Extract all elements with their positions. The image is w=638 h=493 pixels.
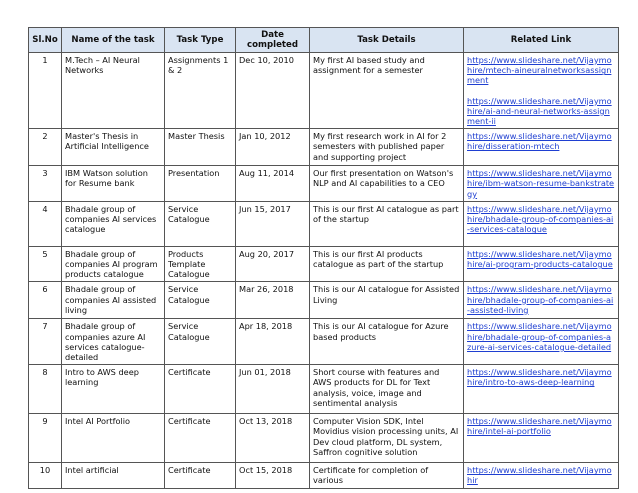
related-link[interactable]: https://www.slideshare.net/Vijaymohire/ibm-watson-resume-bankstrategy <box>467 168 615 199</box>
header-task-name: Name of the task <box>62 28 165 53</box>
cell-sl-no: 7 <box>29 319 62 365</box>
cell-date: Apr 18, 2018 <box>236 319 310 365</box>
cell-date: Jan 10, 2012 <box>236 129 310 166</box>
cell-links <box>464 365 619 414</box>
related-link[interactable]: https://www.slideshare.net/Vijaymohire/disseration-mtech <box>467 131 612 152</box>
cell-date: Oct 13, 2018 <box>236 414 310 463</box>
cell-task-type: Certificate <box>165 463 236 488</box>
cell-details: Short course with features and AWS products for DL for Text analysis, voice, image and sentimental analysis <box>310 365 464 414</box>
cell-links <box>464 129 619 166</box>
cell-task-type: Service Catalogue <box>165 282 236 319</box>
cell-task-name: Intro to AWS deep learning <box>62 365 165 414</box>
header-task-details: Task Details <box>310 28 464 53</box>
cell-sl-no: 4 <box>29 201 62 246</box>
related-link[interactable]: https://www.slideshare.net/Vijaymohire/intel-ai-portfolio <box>467 416 612 437</box>
header-date-completed: Date completed <box>236 28 310 53</box>
table-row <box>29 166 619 202</box>
cell-sl-no: 3 <box>29 166 62 202</box>
cell-sl-no: 10 <box>29 463 62 488</box>
cell-task-name: Master's Thesis in Artificial Intelligence <box>62 129 165 166</box>
header-related-link: Related Link <box>464 28 619 53</box>
cell-links <box>464 201 619 246</box>
cell-links <box>464 53 619 129</box>
cell-task-type: Service Catalogue <box>165 319 236 365</box>
related-link[interactable]: https://www.slideshare.net/Vijaymohire/mtech-aineuralnetworksassignment <box>467 55 612 86</box>
cell-date: Jun 15, 2017 <box>236 201 310 246</box>
cell-sl-no: 5 <box>29 246 62 282</box>
table-row <box>29 282 619 319</box>
cell-task-type: Certificate <box>165 414 236 463</box>
related-link[interactable]: https://www.slideshare.net/Vijaymohire/bhadale-group-of-companies-ai-assisted-living <box>467 284 614 315</box>
cell-details: Our first presentation on Watson's NLP and AI capabilities to a CEO <box>310 166 464 202</box>
tasks-table <box>28 27 619 489</box>
cell-sl-no: 8 <box>29 365 62 414</box>
header-task-type: Task Type <box>165 28 236 53</box>
related-link[interactable]: https://www.slideshare.net/Vijaymohire/intro-to-aws-deep-learning <box>467 367 612 388</box>
table-header-row <box>29 28 619 53</box>
cell-details: My first AI based study and assignment for a semester <box>310 53 464 129</box>
cell-details: My first research work in AI for 2 semesters with published paper and supporting project <box>310 129 464 166</box>
cell-task-name: Intel AI Portfolio <box>62 414 165 463</box>
cell-task-type: Service Catalogue <box>165 201 236 246</box>
header-sl-no: Sl.No <box>29 28 62 53</box>
related-link[interactable]: https://www.slideshare.net/Vijaymohire/bhadale-group-of-companies-ai-services-catalogue <box>467 203 614 235</box>
related-link[interactable]: https://www.slideshare.net/Vijaymohire/ai-and-neural-networks-assignment-ii <box>467 95 612 127</box>
cell-details: This is our AI catalogue for Azure based products <box>310 319 464 365</box>
cell-task-type: Presentation <box>165 166 236 202</box>
cell-links <box>464 319 619 365</box>
cell-date: Aug 20, 2017 <box>236 246 310 282</box>
cell-task-type: Master Thesis <box>165 129 236 166</box>
cell-task-name: M.Tech – AI Neural Networks <box>62 53 165 129</box>
cell-details: This is our AI catalogue for Assisted Living <box>310 282 464 319</box>
cell-links <box>464 463 619 488</box>
cell-task-name: Bhadale group of companies AI program products catalogue <box>62 246 165 282</box>
table-row <box>29 414 619 463</box>
table-row <box>29 129 619 166</box>
cell-task-name: Intel artificial <box>62 463 165 488</box>
cell-task-type: Assignments 1 & 2 <box>165 53 236 129</box>
table-row <box>29 246 619 282</box>
table-row <box>29 201 619 246</box>
cell-links <box>464 166 619 202</box>
cell-details: Computer Vision SDK, Intel Movidius vision processing units, AI Dev cloud platform, DL system, Saffron cognitive solution <box>310 414 464 463</box>
cell-sl-no: 2 <box>29 129 62 166</box>
cell-date: Jun 01, 2018 <box>236 365 310 414</box>
cell-task-name: Bhadale group of companies AI services catalogue <box>62 201 165 246</box>
table-row <box>29 53 619 129</box>
cell-task-name: Bhadale group of companies AI assisted living <box>62 282 165 319</box>
cell-links <box>464 414 619 463</box>
cell-task-name: IBM Watson solution for Resume bank <box>62 166 165 202</box>
cell-details: This is our first AI products catalogue as part of the startup <box>310 246 464 282</box>
table-row <box>29 365 619 414</box>
cell-sl-no: 9 <box>29 414 62 463</box>
table-row <box>29 319 619 365</box>
cell-task-name: Bhadale group of companies azure AI services catalogue- detailed <box>62 319 165 365</box>
cell-links <box>464 246 619 282</box>
cell-date: Aug 11, 2014 <box>236 166 310 202</box>
related-link[interactable]: https://www.slideshare.net/Vijaymohire/ai-program-products-catalogue <box>467 248 613 270</box>
related-link[interactable]: https://www.slideshare.net/Vijaymohire/bhadale-group-of-companies-azure-ai-services-catalogue-detailed <box>467 321 612 352</box>
cell-details: Certificate for completion of various <box>310 463 464 488</box>
cell-date: Mar 26, 2018 <box>236 282 310 319</box>
table-row <box>29 463 619 488</box>
cell-task-type: Certificate <box>165 365 236 414</box>
cell-links <box>464 282 619 319</box>
cell-date: Dec 10, 2010 <box>236 53 310 129</box>
cell-sl-no: 6 <box>29 282 62 319</box>
related-link[interactable]: https://www.slideshare.net/Vijaymohir <box>467 465 612 486</box>
cell-details: This is our first AI catalogue as part of the startup <box>310 201 464 246</box>
cell-task-type: Products Template Catalogue <box>165 246 236 282</box>
cell-date: Oct 15, 2018 <box>236 463 310 488</box>
cell-sl-no: 1 <box>29 53 62 129</box>
